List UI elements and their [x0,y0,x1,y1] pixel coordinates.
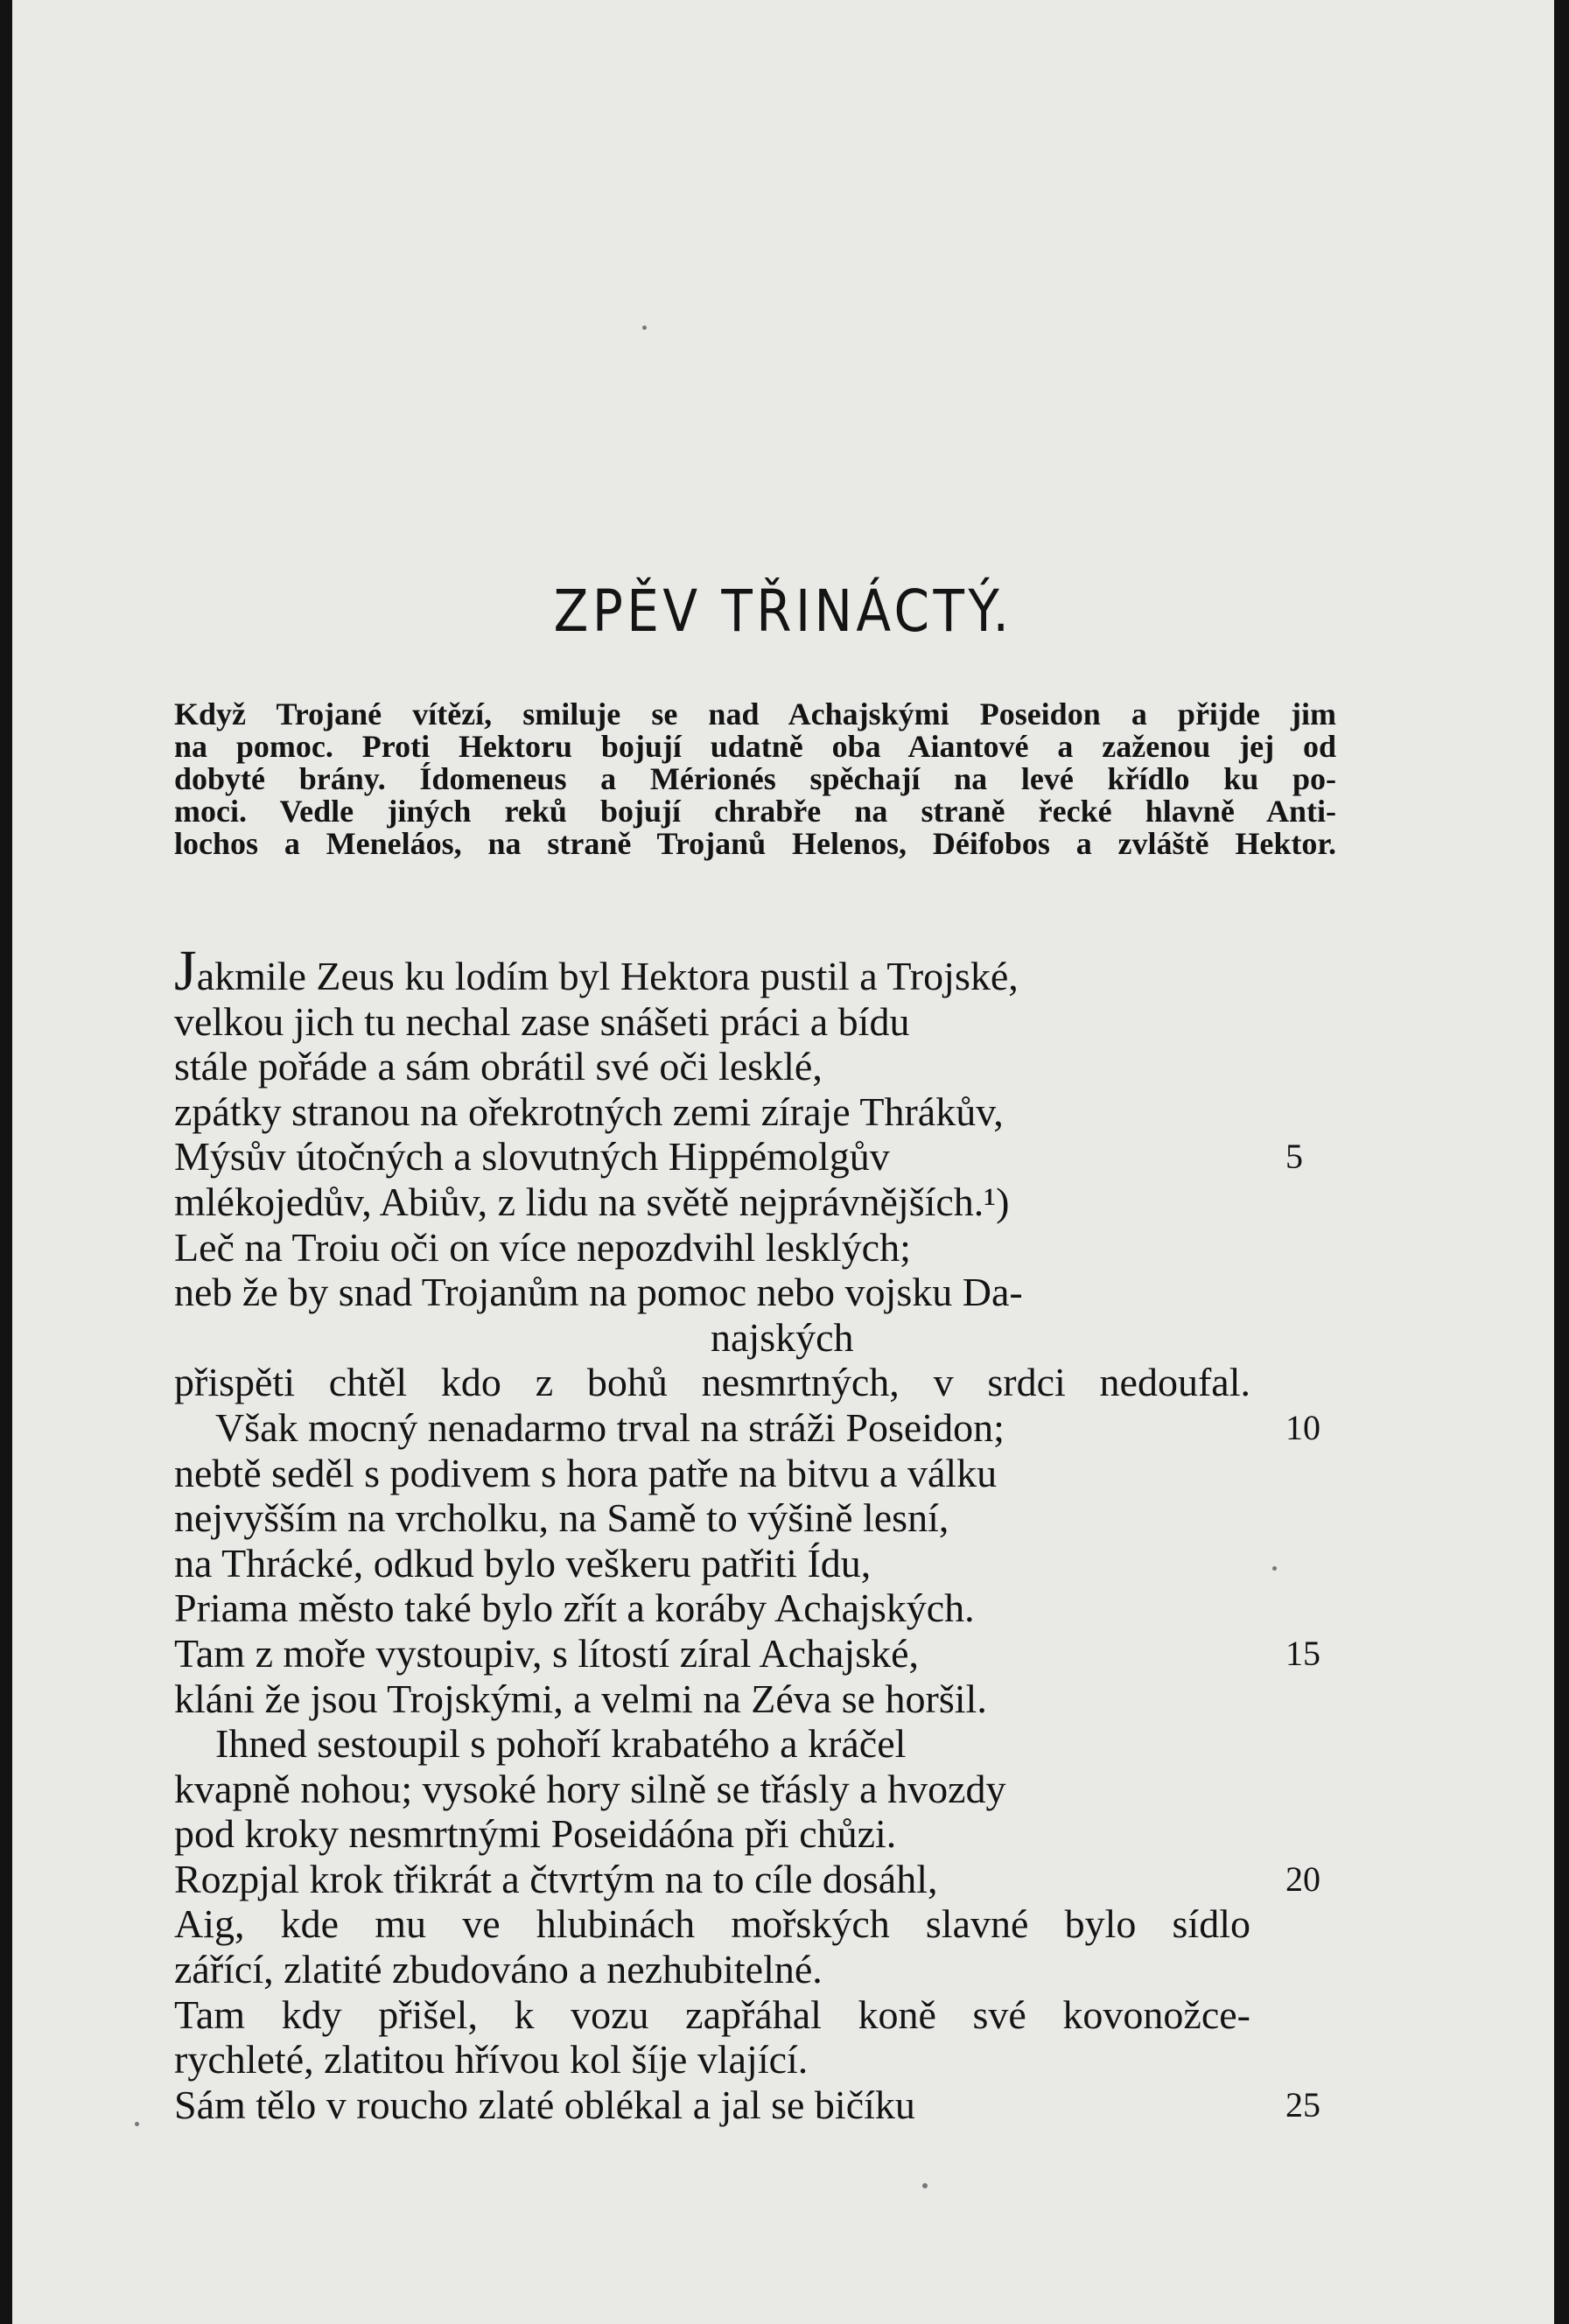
verse-text [174,939,1373,2127]
verse-line [174,939,1373,1003]
verse-line-text: Aig, kde mu ve hlubinách mořských slavné bylo sídlo [174,1901,1250,1947]
drop-cap-initial: J [174,939,197,1003]
summary-line: na pomoc. Proti Hektoru bojují udatně oba Aiantové a zaženou jej od [174,729,1336,764]
verse-line [174,999,1373,1045]
verse-line [174,1992,1373,2038]
summary-line: moci. Vedle jiných reků bojují chrabře na straně řecké hlavně Anti- [174,794,1336,829]
verse-line-text: stále pořáde a sám obrátil své oči lesklé, [174,1044,823,1089]
print-speck [135,2122,139,2126]
verse-line [174,1089,1373,1135]
verse-line-text: neb že by snad Trojanům na pomoc nebo vojsku Da- [174,1270,1023,1315]
verse-line [174,1947,1373,1992]
verse-line-text: na Thrácké, odkud bylo veškeru patřiti Ídu, [174,1540,872,1586]
chapter-title: ZPĚV TŘINÁCTÝ. [553,578,1013,645]
verse-line-text: Sám tělo v roucho zlaté oblékal a jal se bičíku [174,2082,915,2127]
verse-line [174,1767,1373,1812]
summary-line: Když Trojané vítězí, smiluje se nad Achajskými Poseidon a přijde jim [174,696,1336,732]
verse-line [174,2037,1373,2082]
verse-line-text: velkou jich tu nechal zase snášeti práci a bídu [174,998,910,1044]
verse-line [174,1901,1373,1947]
verse-line-text: Rozpjal krok třikrát a čtvrtým na to cíle dosáhl, [174,1856,938,1901]
verse-line-text: mlékojedův, Abiův, z lidu na světě nejprávnějších.¹) [174,1179,1010,1224]
print-speck [922,2183,928,2188]
verse-line-text: nebtě seděl s podivem s hora patře na bitvu a válku [174,1450,998,1495]
verse-line-text: Tam z moře vystoupiv, s lítostí zíral Achajské, [174,1630,920,1676]
verse-line [174,1044,1373,1089]
verse-line [174,1315,1373,1361]
verse-line [174,1721,1373,1767]
line-number: 20 [1285,1858,1320,1899]
verse-line-text: Tam kdy přišel, k vozu zapřáhal koně své kovonožce- [174,1992,1250,2037]
verse-line-text: kláni že jsou Trojskými, a velmi na Zéva se horšil. [174,1676,987,1721]
verse-line [174,1134,1373,1180]
book-page [12,0,1554,2324]
verse-line [174,1225,1373,1270]
verse-line [174,1586,1373,1631]
verse-line [174,1360,1373,1405]
line-number: 5 [1285,1137,1303,1177]
verse-line-text: Jakmile Zeus ku lodím byl Hektora pustil a Trojské, [174,939,1019,1003]
verse-line [174,1631,1373,1676]
verse-line [174,2082,1373,2128]
verse-line-text: najských [711,1314,854,1360]
summary-line: dobyté brány. Ídomeneus a Mérionés spěchají na levé křídlo ku po- [174,761,1336,796]
verse-line [174,1857,1373,1902]
verse-line-text: Priama město také bylo zřít a koráby Achajských. [174,1586,975,1631]
verse-line [174,1541,1373,1586]
verse-line-text: pod kroky nesmrtnými Poseidáóna při chůzi. [174,1811,897,1857]
verse-line-text: kvapně nohou; vysoké hory silně se třásly a hvozdy [174,1766,1006,1811]
verse-line-text: přispěti chtěl kdo z bohů nesmrtných, v srdci nedoufal. [174,1360,1250,1405]
verse-line [174,1405,1373,1451]
verse-line [174,1180,1373,1225]
verse-line-text: Mýsův útočných a slovutných Hippémolgův [174,1134,890,1180]
verse-line-text: zářící, zlatité zbudováno a nezhubitelné. [174,1947,823,1992]
verse-line-text: Leč na Troiu oči on více nepozdvihl lesklých; [174,1224,911,1270]
verse-line-text: nejvyšším na vrcholku, na Samě to výšině lesní, [174,1495,949,1541]
verse-line-text: Ihned sestoupil s pohoří krabatého a kráčel [215,1721,907,1767]
verse-line [174,1495,1373,1541]
verse-line [174,1676,1373,1722]
line-number: 10 [1285,1407,1320,1447]
print-speck [642,326,647,330]
verse-line [174,1270,1373,1315]
verse-line [174,1811,1373,1857]
print-speck [1272,1566,1277,1571]
line-number: 25 [1285,2084,1320,2124]
verse-line [174,1451,1373,1496]
verse-line-text: Však mocný nenadarmo trval na stráži Poseidon; [215,1404,1005,1450]
verse-line-text: rychleté, zlatitou hřívou kol šíje vlající. [174,2037,809,2082]
summary-line: lochos a Meneláos, na straně Trojanů Helenos, Déifobos a zvláště Hektor. [174,826,1336,861]
line-number: 15 [1285,1633,1320,1673]
verse-line-text: zpátky stranou na ořekrotných zemi zíraje Thrákův, [174,1088,1004,1134]
chapter-summary [174,698,1336,860]
